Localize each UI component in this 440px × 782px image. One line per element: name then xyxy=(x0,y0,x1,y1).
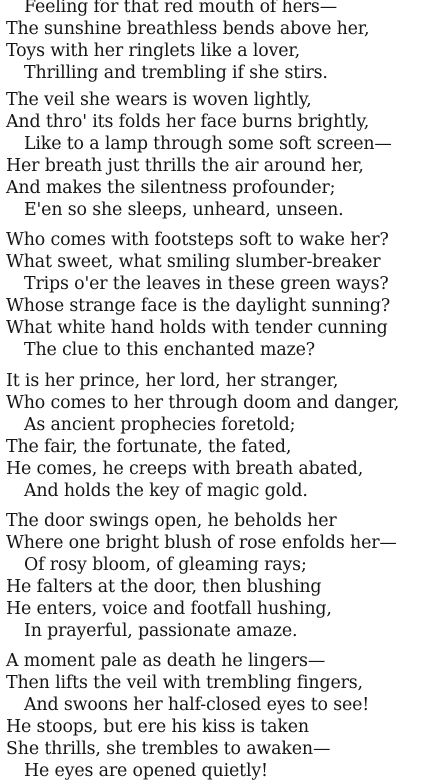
poem-line: What white hand holds with tender cunning xyxy=(6,318,388,338)
poem-line: He stoops, but ere his kiss is taken xyxy=(6,717,309,737)
poem-line: And thro' its folds her face burns brightly, xyxy=(6,112,370,132)
poem-line: He falters at the door, then blushing xyxy=(6,577,322,597)
poem-line: The sunshine breathless bends above her, xyxy=(6,19,370,39)
poem-line: And holds the key of magic gold. xyxy=(24,481,308,501)
poem-line: He comes, he creeps with breath abated, xyxy=(6,459,364,479)
poem-line: He eyes are opened quietly! xyxy=(24,761,268,781)
poem-line: Her breath just thrills the air around her, xyxy=(6,156,364,176)
poem-line: It is her prince, her lord, her stranger, xyxy=(6,371,339,391)
poem-line: The fair, the fortunate, the fated, xyxy=(6,437,292,457)
poem-line: A moment pale as death he lingers— xyxy=(6,651,326,671)
poem-line: Like to a lamp through some soft screen— xyxy=(24,134,392,154)
poem-line: Of rosy bloom, of gleaming rays; xyxy=(24,555,307,575)
poem-line: And swoons her half-closed eyes to see! xyxy=(24,695,370,715)
poem-line: And makes the silentness profounder; xyxy=(6,178,336,198)
poem-line: She thrills, she trembles to awaken— xyxy=(6,739,331,759)
poem-line: Where one bright blush of rose enfolds her— xyxy=(6,533,397,553)
poem-line: In prayerful, passionate amaze. xyxy=(24,621,298,641)
poem-line: As ancient prophecies foretold; xyxy=(24,415,296,435)
poem-line: He enters, voice and footfall hushing, xyxy=(6,599,332,619)
poem-line: Feeling for that red mouth of hers— xyxy=(24,0,337,17)
poem-line: Then lifts the veil with trembling fingers, xyxy=(6,673,363,693)
poem-line: Toys with her ringlets like a lover, xyxy=(6,41,301,61)
poem-line: The door swings open, he beholds her xyxy=(6,511,337,531)
poem-line: E'en so she sleeps, unheard, unseen. xyxy=(24,200,344,220)
poem-line: Who comes with footsteps soft to wake her? xyxy=(6,230,389,250)
poem-line: Who comes to her through doom and danger, xyxy=(6,393,400,413)
poem-line: Trips o'er the leaves in these green ways? xyxy=(24,274,389,294)
poem-line: The veil she wears is woven lightly, xyxy=(6,90,312,110)
poem-line: Whose strange face is the daylight sunning? xyxy=(6,296,391,316)
poem-line: The clue to this enchanted maze? xyxy=(24,340,315,360)
poem-line: Thrilling and trembling if she stirs. xyxy=(24,63,328,83)
poem-line: What sweet, what smiling slumber-breaker xyxy=(6,252,381,272)
